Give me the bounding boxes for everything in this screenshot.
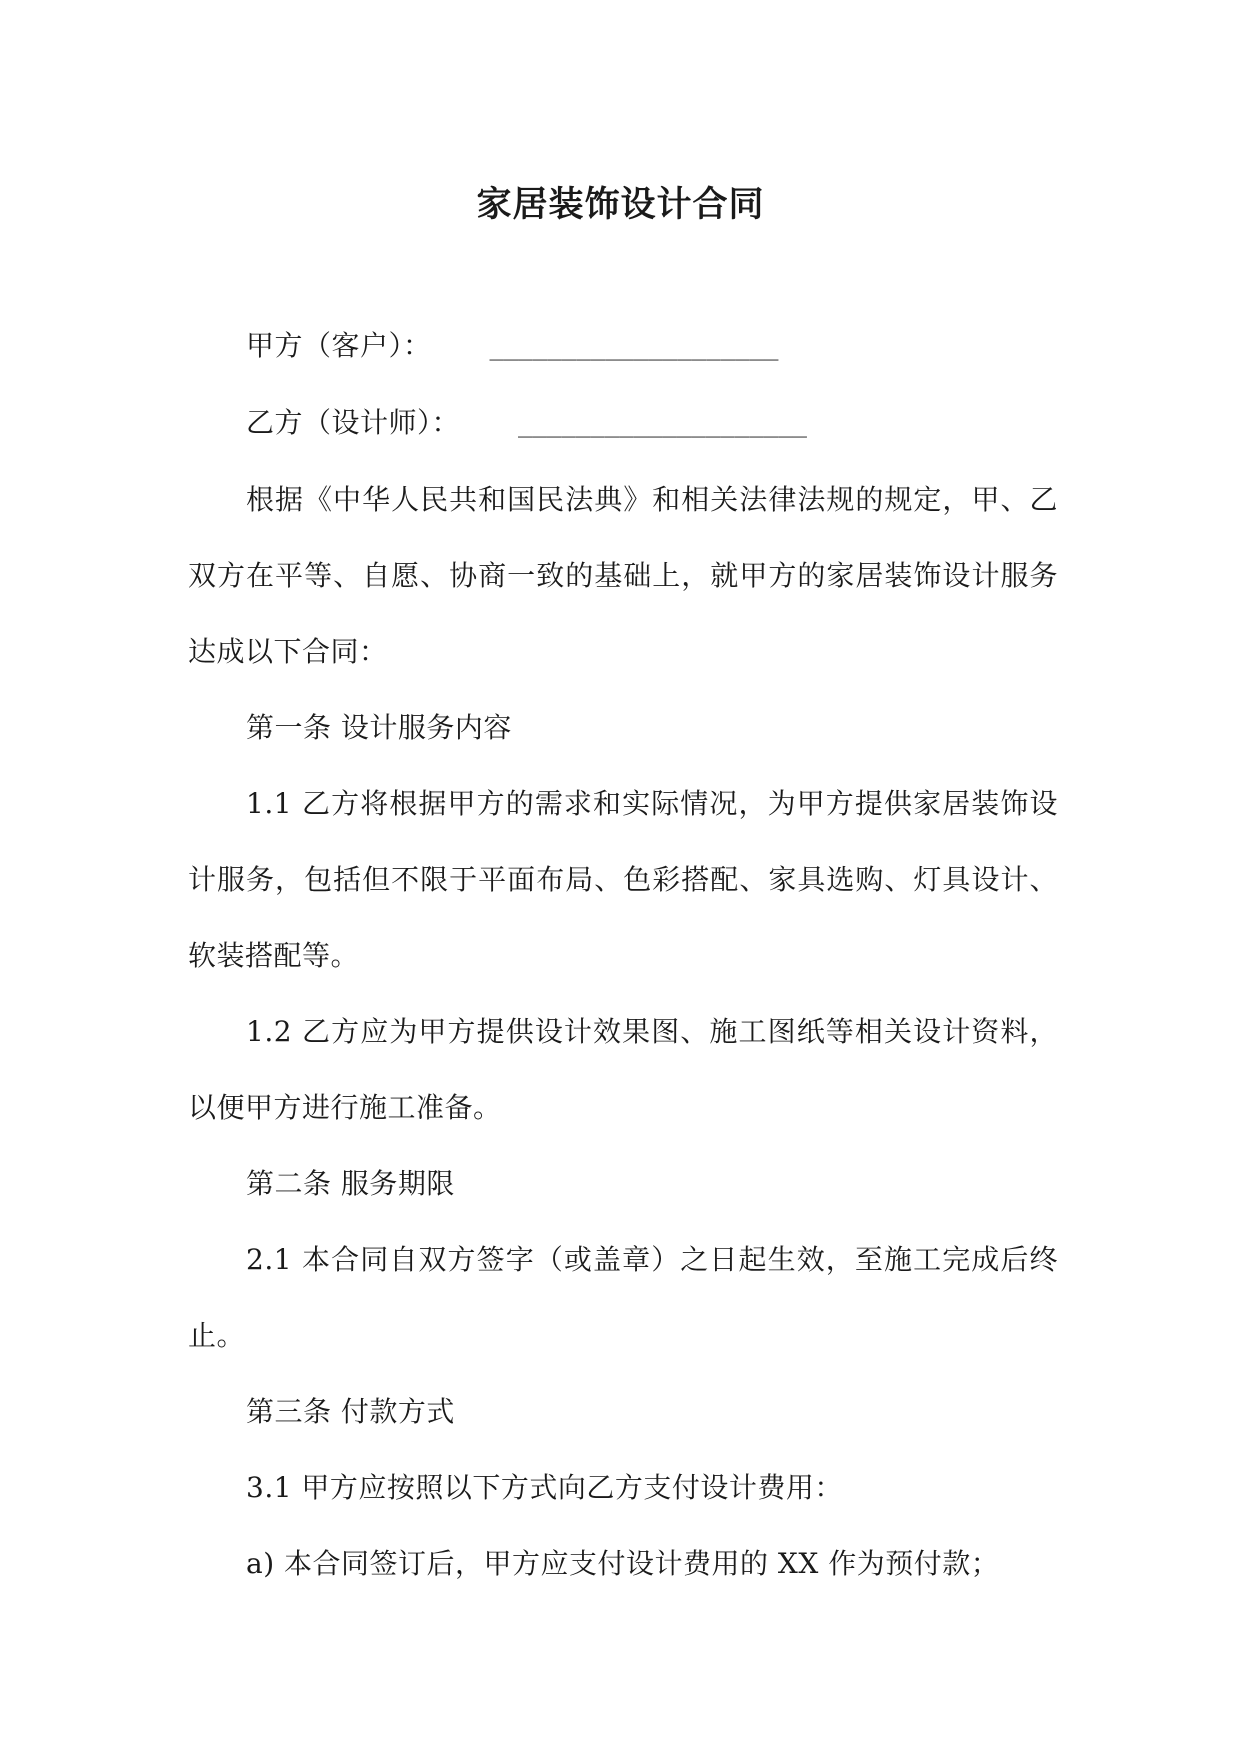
party-b-label: 乙方（设计师）：: [246, 406, 461, 439]
party-b-line: [188, 385, 1058, 462]
document-body: [188, 308, 1058, 1602]
party-a-label: 甲方（客户）：: [246, 329, 432, 362]
clause-2-1: 2.1 本合同自双方签字（或盖章）之日起生效，至施工完成后终止。: [188, 1243, 1058, 1352]
clause-3-1-a: a) 本合同签订后，甲方应支付设计费用的 XX 作为预付款；: [246, 1547, 1000, 1580]
article-1-heading: 第一条 设计服务内容: [246, 711, 512, 744]
party-b-blank: ____________________: [518, 410, 807, 438]
document-title: 家居装饰设计合同: [476, 184, 765, 225]
clause-1-2: 1.2 乙方应为甲方提供设计效果图、施工图纸等相关设计资料，以便甲方进行施工准备。: [188, 1015, 1058, 1124]
article-2-heading: 第二条 服务期限: [246, 1167, 455, 1200]
preamble-paragraph: 根据《中华人民共和国民法典》和相关法律法规的规定，甲、乙双方在平等、自愿、协商一致的基础上，就甲方的家居装饰设计服务达成以下合同：: [188, 483, 1058, 668]
party-a-line: [188, 308, 1058, 385]
clause-1-1: 1.1 乙方将根据甲方的需求和实际情况，为甲方提供家居装饰设计服务，包括但不限于平面布局、色彩搭配、家具选购、灯具设计、软装搭配等。: [188, 787, 1058, 972]
party-a-blank: ____________________: [489, 333, 779, 361]
article-3-heading: 第三条 付款方式: [246, 1395, 455, 1428]
clause-3-1: 3.1 甲方应按照以下方式向乙方支付设计费用：: [246, 1471, 843, 1504]
